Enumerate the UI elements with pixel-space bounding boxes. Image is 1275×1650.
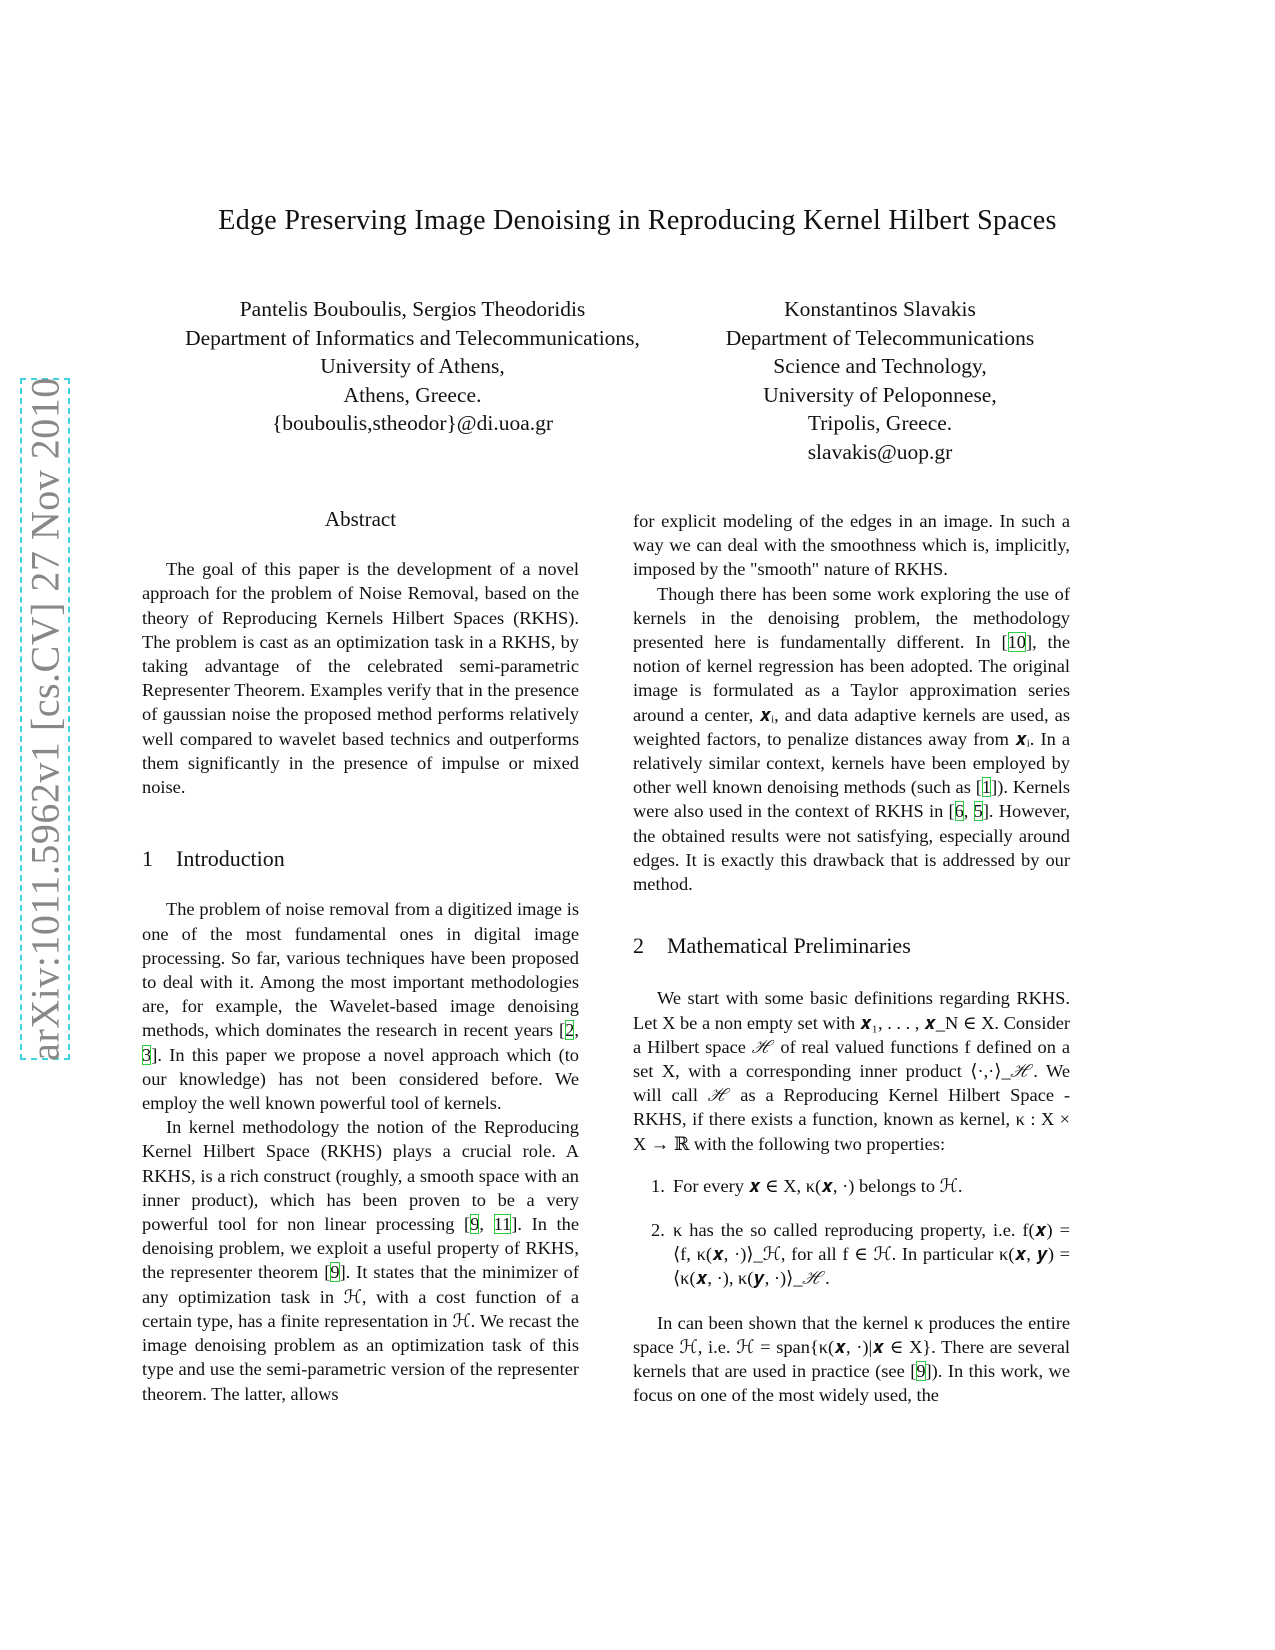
prelim-paragraph-2: In can been shown that the kernel κ produces the entire space ℋ, i.e. ℋ = span{κ(𝒙, ·)|𝒙 ∈ X}. There are several kernels that are used in practice (see [9]). In this work, we focus on one of the most widely used, the: [633, 1312, 1070, 1406]
intro-paragraph-3: Though there has been some work exploring the use of kernels in the denoising problem, the methodology presented here is fundamentally different. In [10], the notion of kernel regression has been adopted. The original image is formulated as a Taylor approximation series around a center, 𝒙ᵢ, and data adaptive kernels are used, as weighted factors, to penalize distances away from 𝒙ᵢ. In a relatively similar context, kernels have been employed by other well known denoising methods (such as [1]). Kernels were also used in the context of RKHS in [6, 5]. However, the obtained results were not satisfying, especially around edges. It is exactly this drawback that is addressed by our method.: [633, 583, 1071, 895]
affiliation-dept-right: Department of Telecommunications: [725, 325, 1035, 350]
section2-heading: [633, 934, 1070, 958]
citation-link[interactable]: 11: [493, 1214, 512, 1235]
citation-link[interactable]: 9: [330, 1262, 340, 1283]
affiliation-university-right: University of Peloponnese,: [763, 382, 997, 407]
citation-link[interactable]: 9: [916, 1361, 926, 1382]
citation-link[interactable]: 10: [1007, 632, 1026, 653]
paper-title: Edge Preserving Image Denoising in Reproducing Kernel Hilbert Spaces: [218, 205, 1057, 236]
abstract-text: The goal of this paper is the development of a novel approach for the problem of Noise Removal, based on the theory of Reproducing Kernels Hilbert Spaces (RKHS). The problem is cast as an optimization task in a RKHS, by taking advantage of the celebrated semi-parametric Representer Theorem. Examples verify that in the presence of gaussian noise the proposed method performs relatively well compared to wavelet based technics and outperforms them significantly in the presence of impulse or mixed noise.: [142, 559, 579, 798]
arxiv-stamp-text: arXiv:1011.5962v1 [cs.CV] 27 Nov 2010: [22, 377, 68, 1061]
section1-title: Introduction: [176, 846, 285, 872]
authors-right: [700, 295, 1060, 466]
affiliation-location-left: Athens, Greece.: [343, 382, 482, 407]
properties-list: [633, 1174, 1070, 1291]
citation-link[interactable]: 3: [142, 1044, 152, 1065]
affiliation-dept-right-2: Science and Technology,: [773, 354, 987, 378]
section1-heading: [142, 847, 579, 871]
intro-paragraph-2: In kernel methodology the notion of the Reproducing Kernel Hilbert Space (RKHS) plays a crucial role. A RKHS, is a rich construct (roughly, a smooth space with an inner product), which has been proven to be a very powerful tool for non linear processing [9, 11]. In the denoising problem, we exploit a useful property of RKHS, the representer theorem [9]. It states that the minimizer of any optimization task in ℋ, with a cost function of a certain type, has a finite representation in ℋ. We recast the image denoising problem as an optimization task of this type and use the semi-parametric version of the representer theorem. The latter, allows: [142, 1117, 579, 1404]
abstract-heading: Abstract: [324, 507, 397, 531]
section2-title: Mathematical Preliminaries: [667, 933, 911, 959]
section2-number: 2: [633, 933, 644, 959]
citation-link[interactable]: 5: [973, 801, 983, 822]
citation-link[interactable]: 6: [954, 801, 964, 822]
right-column: [633, 509, 1070, 1408]
intro-paragraph-1: The problem of noise removal from a digitized image is one of the most fundamental ones in digital image processing. So far, various techniques have been proposed to deal with it. Among the most important methodologies are, for example, the Wavelet-based image denoising methods, which dominates the research in recent years [2, 3]. In this paper we propose a novel approach which (to our knowledge) has not been considered before. We employ the well known powerful tool of kernels.: [142, 899, 579, 1114]
author-name-right: Konstantinos Slavakis: [784, 297, 976, 321]
affiliation-location-right: Tripolis, Greece.: [807, 411, 953, 435]
prelim-paragraph-1: We start with some basic definitions regarding RKHS. Let X be a non empty set with 𝒙₁, . . . , 𝒙_N ∈ X. Consider a Hilbert space ℋ of real valued functions f defined on a set X, with a corresponding inner product ⟨·,·⟩_ℋ. We will call ℋ as a Reproducing Kernel Hilbert Space - RKHS, if there exists a function, known as kernel, κ : X × X → ℝ with the following two properties:: [633, 988, 1070, 1154]
citation-link[interactable]: 9: [470, 1214, 480, 1235]
email-left: {bouboulis,stheodor}@di.uoa.gr: [271, 411, 554, 435]
arxiv-stamp[interactable]: [20, 378, 70, 1060]
citation-link[interactable]: 2: [565, 1020, 575, 1041]
affiliation-university-left: University of Athens,: [320, 354, 505, 378]
intro-paragraph-2-continued: for explicit modeling of the edges in an image. In such a way we can deal with the smoothness which is, implicitly, imposed by the "smooth" nature of RKHS.: [633, 511, 1070, 580]
left-column: [142, 507, 579, 1406]
authors-left: [140, 295, 685, 438]
list-item: 2. κ has the so called reproducing property, i.e. f(𝒙) = ⟨f, κ(𝒙, ·)⟩_ℋ, for all f ∈ ℋ. In particular κ(𝒙, 𝒚) = ⟨κ(𝒙, ·), κ(𝒚, ·)⟩_ℋ.: [651, 1220, 1070, 1289]
list-item: 1. For every 𝒙 ∈ X, κ(𝒙, ·) belongs to ℋ.: [651, 1175, 963, 1196]
section1-number: 1: [142, 846, 153, 872]
email-right: slavakis@uop.gr: [807, 439, 953, 464]
author-names-left: Pantelis Bouboulis, Sergios Theodoridis: [239, 297, 586, 321]
citation-link[interactable]: 1: [981, 777, 992, 798]
affiliation-dept-left: Department of Informatics and Telecommunications,: [185, 325, 640, 350]
